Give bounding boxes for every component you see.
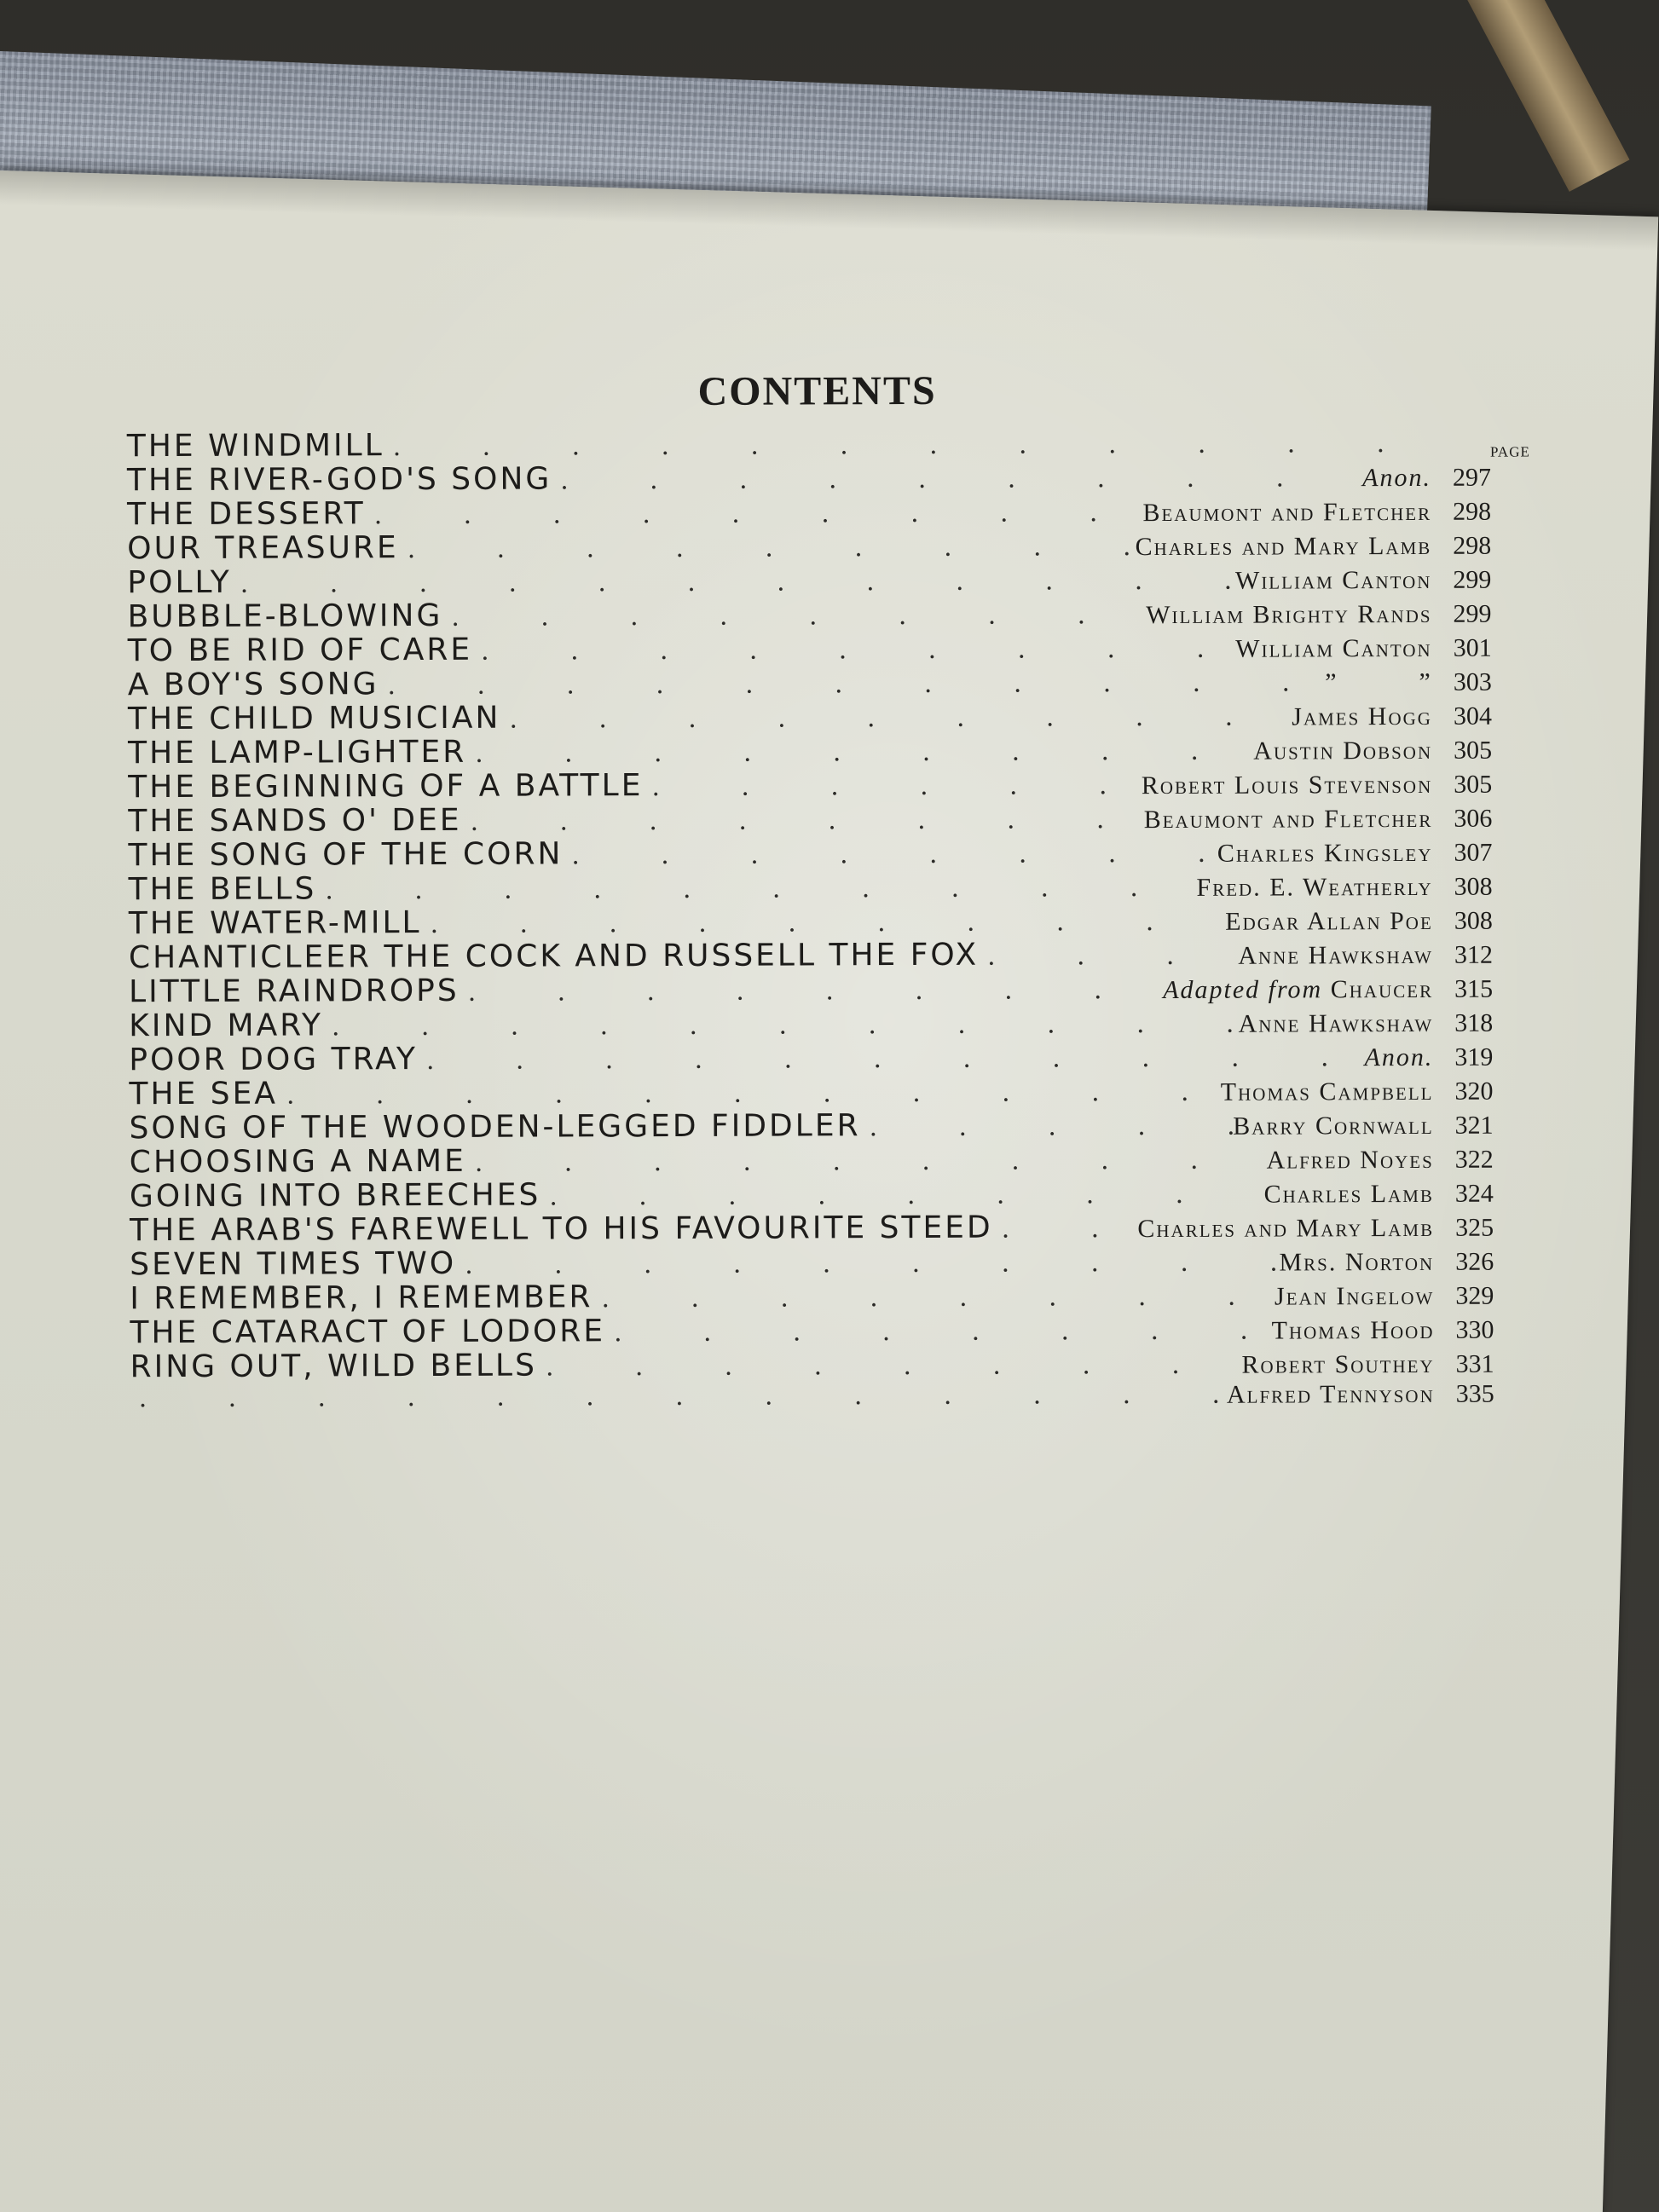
list-item [130, 1106, 1494, 1146]
entry-page: 324 [1454, 1179, 1494, 1208]
entry-title: BUBBLE-BLOWING [127, 598, 443, 635]
entry-title: TO BE RID OF CARE [127, 632, 473, 669]
dot-leader [130, 1380, 1227, 1413]
list-item [128, 834, 1492, 873]
list-item [127, 459, 1491, 498]
entry-author: Charles and Mary Lamb [1137, 1213, 1435, 1244]
entry-page: 299 [1453, 565, 1492, 594]
entry-author: Charles Kingsley [1217, 838, 1433, 868]
list-item [128, 663, 1492, 702]
entry-page: 335 [1455, 1379, 1494, 1408]
entry-title: POOR DOG TRAY [129, 1042, 419, 1078]
dot-leader [466, 736, 1253, 769]
list-item [128, 765, 1492, 805]
dot-leader [460, 975, 1164, 1008]
entry-title: CHOOSING A NAME [129, 1143, 466, 1181]
entry-author: Beaumont and Fletcher [1143, 804, 1433, 835]
entry-title: THE WATER-MILL [128, 905, 422, 942]
entry-page: 318 [1454, 1008, 1494, 1037]
entry-author: Mrs. Norton [1279, 1247, 1435, 1277]
list-item [129, 1072, 1493, 1112]
dot-leader [418, 1042, 1365, 1076]
entry-title: THE ARAB'S FAREWELL TO HIS FAVOURITE STEED [129, 1210, 993, 1249]
entry-page: 330 [1455, 1315, 1494, 1344]
dot-leader [278, 1077, 1221, 1111]
entry-page: 305 [1454, 770, 1493, 799]
list-item [129, 936, 1493, 975]
entry-author: Robert Southey [1241, 1349, 1435, 1379]
author-name: Chaucer [1330, 974, 1434, 1004]
entry-author: Barry Cornwall [1233, 1111, 1434, 1141]
entry-page: 304 [1453, 702, 1493, 731]
entry-author: James Hogg [1292, 702, 1433, 731]
entry-title: THE BEGINNING OF A BATTLE [128, 768, 644, 806]
dot-leader [232, 566, 1235, 599]
dot-leader [442, 600, 1146, 632]
dot-leader [472, 634, 1235, 667]
list-item [129, 970, 1493, 1009]
entry-author: ” ” [1325, 667, 1432, 697]
page-column-label: PAGE [1489, 443, 1530, 460]
list-item [130, 1141, 1494, 1180]
entry-author [1163, 975, 1433, 1005]
entry-title: THE SEA [129, 1076, 279, 1112]
dot-leader [466, 1146, 1267, 1178]
entry-page: 321 [1454, 1111, 1494, 1140]
entry-title: THE CATARACT OF LODORE [130, 1314, 606, 1351]
dot-leader [861, 1112, 1234, 1143]
list-item [128, 731, 1492, 771]
book-page [0, 170, 1658, 2212]
entry-author: Jean Ingelow [1274, 1281, 1435, 1311]
entry-page: 329 [1455, 1281, 1494, 1310]
dot-leader [605, 1316, 1272, 1349]
entry-title: THE DESSERT [127, 496, 366, 533]
list-item [129, 868, 1493, 907]
dot-leader [563, 839, 1217, 871]
entry-author [1362, 464, 1431, 493]
entry-title: THE CHILD MUSICIAN [127, 700, 501, 737]
dot-leader [552, 463, 1362, 495]
entry-page: 301 [1453, 633, 1492, 662]
entry-page: 315 [1454, 974, 1494, 1003]
entry-page: 325 [1454, 1213, 1494, 1242]
entry-title: THE LAMP-LIGHTER [128, 734, 467, 771]
entry-page: 307 [1454, 838, 1493, 867]
list-item [127, 424, 1491, 464]
dot-leader [323, 1009, 1239, 1042]
contents-block [126, 366, 1530, 1418]
list-item [127, 595, 1491, 634]
entry-author: Robert Louis Stevenson [1141, 770, 1433, 800]
entry-page: 326 [1455, 1247, 1494, 1276]
entry-page: 322 [1454, 1145, 1494, 1174]
dot-leader [979, 941, 1238, 972]
entry-title: GOING INTO BREECHES [129, 1177, 541, 1215]
contents-list [127, 424, 1494, 1418]
entry-author: William Brighty Rands [1146, 599, 1432, 630]
entry-title: THE SONG OF THE CORN [128, 836, 564, 874]
entry-title: THE RIVER-GOD'S SONG [126, 461, 552, 499]
entry-page: 308 [1454, 872, 1493, 901]
dot-leader [500, 702, 1292, 734]
list-item [130, 1175, 1494, 1214]
author-italic: Anon. [1362, 463, 1432, 493]
entry-title: THE WINDMILL [126, 428, 384, 465]
entry-author: William Canton [1235, 633, 1432, 663]
list-item [127, 561, 1491, 600]
entry-author: Beaumont and Fletcher [1142, 497, 1432, 528]
author-italic: Adapted from [1163, 975, 1323, 1004]
list-item [127, 493, 1491, 532]
dot-leader [993, 1214, 1138, 1245]
book-cover-edge [1449, 0, 1629, 192]
entry-title: CHANTICLEER THE COCK AND RUSSELL THE FOX [128, 937, 980, 976]
list-item [127, 527, 1491, 566]
list-item [128, 697, 1492, 736]
dot-leader [379, 667, 1325, 701]
entry-title: KIND MARY [129, 1008, 323, 1044]
entry-page: 320 [1454, 1077, 1494, 1106]
entry-title: THE BELLS [128, 871, 317, 908]
dot-leader [456, 1248, 1279, 1280]
list-item [130, 1243, 1494, 1282]
entry-page: 306 [1454, 804, 1493, 833]
entry-author: Charles and Mary Lamb [1135, 531, 1432, 562]
entry-page: 298 [1453, 531, 1492, 560]
list-item [130, 1209, 1494, 1248]
entry-title: SONG OF THE WOODEN-LEGGED FIDDLER [129, 1108, 861, 1146]
entry-title: POLLY [127, 564, 232, 601]
entry-page: 299 [1453, 599, 1492, 628]
list-item [129, 1004, 1493, 1043]
entry-author [1364, 1043, 1433, 1072]
entry-author: Alfred Noyes [1266, 1145, 1434, 1175]
dot-leader [316, 873, 1196, 906]
entry-author: Anne Hawkshaw [1238, 1008, 1434, 1038]
list-item [130, 1277, 1494, 1316]
entry-author: Anne Hawkshaw [1238, 940, 1433, 970]
list-item [130, 1311, 1494, 1350]
dot-leader [399, 532, 1136, 564]
entry-page: 303 [1453, 667, 1492, 696]
dot-leader [384, 429, 1431, 462]
page-title: CONTENTS [697, 367, 937, 414]
entry-page: 297 [1452, 463, 1492, 492]
entry-title: I REMEMBER, I REMEMBER [130, 1279, 593, 1317]
dot-leader [366, 498, 1143, 530]
entry-title: THE SANDS O' DEE [128, 802, 462, 840]
entry-page: 298 [1453, 497, 1492, 526]
list-item [128, 800, 1492, 839]
entry-author: Charles Lamb [1263, 1179, 1434, 1209]
list-item [129, 902, 1493, 941]
entry-author: Austin Dobson [1253, 736, 1433, 765]
entry-author: Alfred Tennyson [1226, 1379, 1435, 1409]
entry-title: RING OUT, WILD BELLS [130, 1348, 537, 1385]
entry-page: 312 [1454, 940, 1493, 969]
entry-page: 308 [1454, 906, 1493, 935]
author-italic: Anon. [1364, 1042, 1434, 1072]
list-item [128, 629, 1492, 668]
entry-page: 331 [1455, 1349, 1494, 1378]
list-item [130, 1379, 1494, 1418]
entry-author: Fred. E. Weatherly [1196, 872, 1433, 902]
entry-author: Thomas Campbell [1220, 1077, 1434, 1106]
entry-page: 319 [1454, 1042, 1494, 1071]
dot-leader [592, 1282, 1275, 1314]
dot-leader [643, 771, 1141, 802]
dot-leader [537, 1350, 1242, 1383]
dot-leader [462, 805, 1144, 837]
entry-title: LITTLE RAINDROPS [128, 973, 460, 1010]
entry-title: SEVEN TIMES TWO [130, 1245, 457, 1283]
entry-title: OUR TREASURE [127, 530, 399, 567]
entry-page: 305 [1454, 736, 1493, 765]
entry-author: Edgar Allan Poe [1225, 906, 1433, 936]
list-item [130, 1345, 1494, 1384]
list-item [129, 1038, 1493, 1077]
dot-leader [422, 907, 1226, 939]
entry-author: William Canton [1234, 565, 1432, 595]
entry-author: Thomas Hood [1271, 1315, 1435, 1345]
entry-title: A BOY'S SONG [127, 667, 379, 703]
dot-leader [540, 1180, 1263, 1212]
